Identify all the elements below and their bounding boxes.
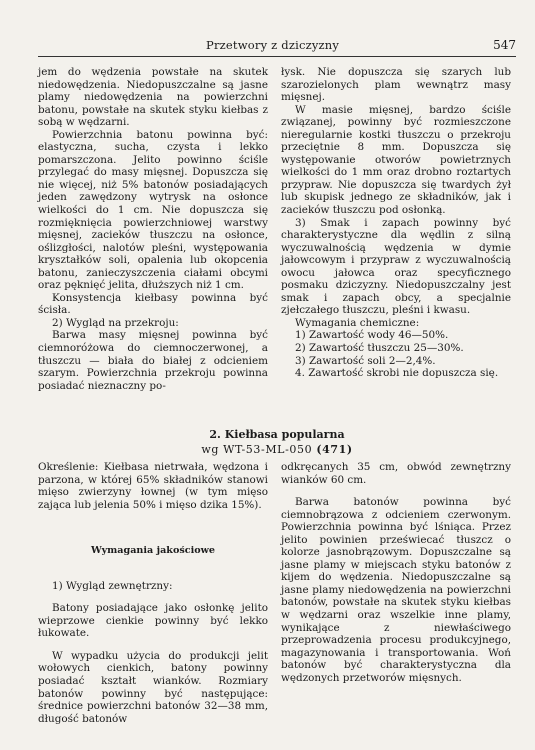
list-item: 2) Zawartość tłuszczu 25—30%. xyxy=(295,342,464,355)
paragraph: Batony posiadające jako osłonkę jelito wieprzowe cienkie powinny być lekko łukowate. xyxy=(38,602,268,640)
running-title: Przetwory z dziczyzny xyxy=(206,38,340,52)
paragraph: jem do wędzenia powstałe na skutek niedowędzenia. Niedopuszczalne są jasne plamy niedowędzenia na powierzchni batonu, powstałe na skutek styku kiełbas z sobą w wędzarni. xyxy=(38,66,268,129)
right-column-top xyxy=(281,66,511,380)
list-item: 3) Zawartość soli 2—2,4%. xyxy=(295,354,436,367)
paragraph: W wypadku użycia do produkcji jelit wołowych cienkich, batony powinny posiadać kształt wianków. Rozmiary batonów powinny być następujące: średnice powierzchni batonów 32—38 mm, długość batonów xyxy=(38,649,268,725)
standard-code: wg WT-53-ML-050 xyxy=(201,443,313,456)
paragraph: Barwa masy mięsnej powinna być ciemnoróżowa do ciemnoczerwonej, a tłuszczu — biała do białej z odcieniem szarym. Powierzchnia przekroju powinna posiadać nieznaczny po- xyxy=(38,329,268,392)
right-column-bottom xyxy=(281,461,511,684)
paragraph: Konsystencja kiełbasy powinna być ścisła. xyxy=(38,291,268,317)
paragraph: W masie mięsnej, bardzo ściśle związanej, powinny być rozmieszczone nieregularnie kostki tłuszczu o przekroju przeciętnie 8 mm. Dopuszcza się występowanie otworów powietrznych wielkości do 1 mm oraz drobno roztartych przypraw. Nie dopuszcza się twardych żył lub skupisk jednego ze składników, jak i zacieków tłuszczu pod osłonką. xyxy=(281,103,511,217)
left-column-top xyxy=(38,66,268,392)
paragraph: Barwa batonów powinna być ciemnobrązowa z odcieniem czerwonym. Powierzchnia powinna być lśniąca. Przez jelito powinien przeświecać tłuszcz o kolorze jasnobrązowym. Dopuszczalne są jasne plamy w miejscach styku batonów z kijem do wędzenia. Niedopuszczalne są jasne plamy niedowędzenia na powierzchni batonów, powstałe na skutek styku kiełbas w wędzarni oraz wszelkie inne plamy, wynikające z niewłaściwego przeprowadzenia procesu produkcyjnego, magazynowania i transportowania. Woń batonów być charakterystyczna dla wędzonych przetworów mięsnych. xyxy=(281,496,511,684)
chem-requirements-title: Wymagania chemiczne: xyxy=(295,316,420,329)
section-standard xyxy=(38,443,516,456)
left-column-bottom xyxy=(38,461,268,725)
list-item: 4. Zawartość skrobi nie dopuszcza się. xyxy=(295,367,499,380)
paragraph: Powierzchnia batonu powinna być: elastyczna, sucha, czysta i lekko pomarszczona. Jelito powinno ściśle przylegać do masy mięsnej. Dopuszcza się nie więcej, niż 5% batonów posiadających jeden zawędzony wytrysk na osłonce wielkości do 1 cm. Nie dopuszcza się rozmięknięcia powierzchniowej warstwy mięsnej, zacieków tłuszczu na osłonce, oślizgłości, nalotów pleśni, występowania kryształków soli, opalenia lub okopcenia batonu, zanieczyszczenia ciałami obcymi oraz pęknięć jelita, dłuższych niż 1 cm. xyxy=(38,128,268,292)
standard-ref: (471) xyxy=(316,443,353,456)
page-header xyxy=(38,30,516,57)
list-item: 1) Zawartość wody 46—50%. xyxy=(295,329,449,342)
quality-requirements-heading: Wymagania jakościowe xyxy=(91,545,215,557)
page-number: 547 xyxy=(493,38,516,52)
subheading: 1) Wygląd zewnętrzny: xyxy=(52,579,173,592)
section-title: 2. Kiełbasa popularna xyxy=(209,428,345,441)
paragraph: 3) Smak i zapach powinny być charakterystyczne dla wędlin z silną wyczuwalnością wędzenia w dymie jałowcowym i przypraw z wyczuwalnością owocu jałowca oraz specyficznego posmaku dziczyzny. Niedopuszczalny jest smak i zapach obcy, a specjalnie zjełczałego tłuszczu, pleśni i kwasu. xyxy=(281,216,511,317)
subheading: 2) Wygląd na przekroju: xyxy=(52,316,179,329)
chem-requirements-list xyxy=(281,329,511,379)
paragraph: odkręcanych 35 cm, obwód zewnętrzny wianków 60 cm. xyxy=(281,461,511,486)
paragraph: łysk. Nie dopuszcza się szarych lub szarozielonych plam wewnątrz masy mięsnej. xyxy=(281,66,511,104)
paragraph: Określenie: Kiełbasa nietrwała, wędzona i parzona, w której 65% składników stanowi mięso zwierzyny łownej (w tym mięso zająca lub jelenia 50% i mięso dzika 15%). xyxy=(38,461,268,511)
